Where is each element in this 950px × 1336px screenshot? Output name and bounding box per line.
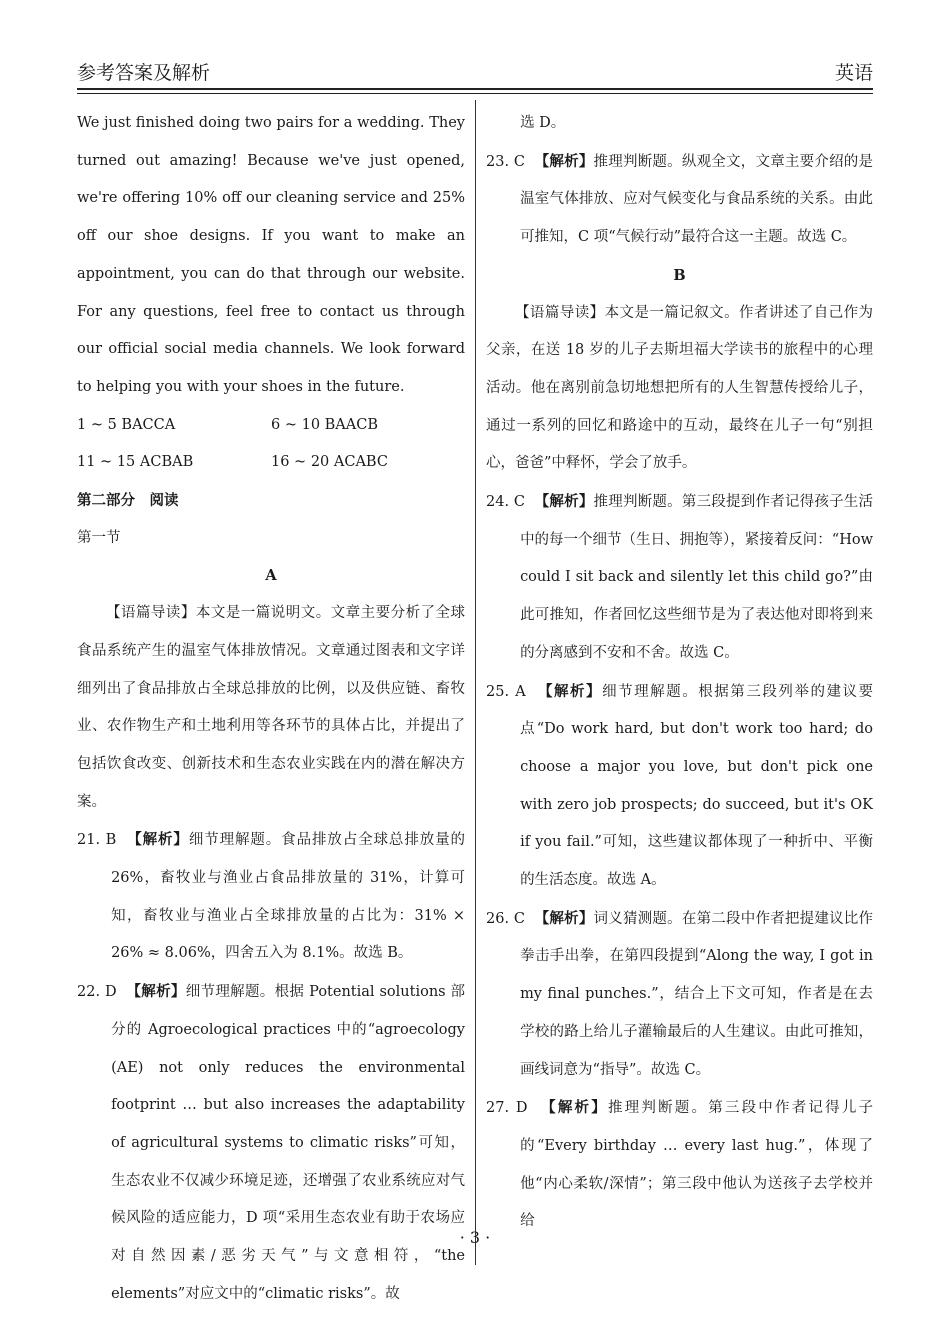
q22-tag: 【解析】 bbox=[126, 983, 186, 1001]
answer-16-20: 16 ~ 20 ACABC bbox=[271, 454, 388, 471]
q25-tag: 【解析】 bbox=[537, 682, 603, 700]
passage-a-heading: A bbox=[265, 567, 277, 585]
header-rule-thick bbox=[77, 88, 873, 90]
q22-continuation: 选 D。 bbox=[520, 115, 566, 131]
q21-number: 21. B bbox=[77, 832, 117, 849]
answer-1-5: 1 ~ 5 BACCA bbox=[77, 416, 176, 433]
q24-number: 24. C bbox=[486, 494, 525, 511]
header-rule-thin bbox=[77, 93, 873, 94]
left-column bbox=[77, 105, 465, 1314]
q25-number: 25. A bbox=[486, 683, 526, 700]
question-26 bbox=[486, 900, 873, 1090]
question-21 bbox=[77, 821, 465, 973]
header-subject: 英语 bbox=[834, 62, 873, 84]
question-27 bbox=[486, 1089, 873, 1241]
answer-11-15: 11 ~ 15 ACBAB bbox=[77, 454, 194, 471]
page-number: · 3 · bbox=[459, 1228, 491, 1247]
answer-row-2 bbox=[77, 444, 465, 482]
q23-text: 推理判断题。纵观全文，文章主要介绍的是温室气体排放、应对气候变化与食品系统的关系。由此可推知，C 项“气候行动”最符合这一主题。故选 C。 bbox=[520, 153, 874, 246]
q26-tag: 【解析】 bbox=[534, 909, 594, 927]
q27-tag: 【解析】 bbox=[541, 1099, 608, 1117]
answer-6-10: 6 ~ 10 BAACB bbox=[271, 416, 379, 433]
question-23 bbox=[486, 143, 873, 257]
q26-text: 词义猜测题。在第二段中作者把提建议比作拳击手出拳，在第四段提到“Along the way, I got in my final punches.”，结合上下文可知，作者是在去学校的路上给儿子灌输最后的人生建议。由此可推知，画线词意为“指导”。故选 C。 bbox=[520, 910, 874, 1078]
part-two-heading: 第二部分 阅读 bbox=[77, 492, 179, 510]
q21-text: 细节理解题。食品排放占全球总排放量的 26%，畜牧业与渔业占食品排放量的 31%，计算可知，畜牧业与渔业占全球排放量的占比为：31% × 26% ≈ 8.06%，四舍五入为 8.1%。故选 B。 bbox=[111, 832, 466, 962]
passage-b-heading: B bbox=[673, 266, 686, 284]
guide-b: 【语篇导读】本文是一篇记叙文。作者讲述了自己作为父亲，在送 18 岁的儿子去斯坦福大学读书的旅程中的心理活动。他在离别前急切地想把所有的人生智慧传授给儿子，通过一系列的回忆和路途中的互动，最终在儿子一句“别担心，爸爸”中释怀，学会了放手。 bbox=[486, 304, 873, 472]
q23-tag: 【解析】 bbox=[534, 152, 594, 170]
q22-number: 22. D bbox=[77, 984, 117, 1001]
answer-row-1 bbox=[77, 407, 465, 445]
page-header bbox=[77, 58, 873, 88]
guide-a: 【语篇导读】本文是一篇说明文。文章主要分析了全球食品系统产生的温室气体排放情况。文章通过图表和文字详细列出了食品排放占全球总排放的比例，以及供应链、畜牧业、农作物生产和土地利用等各环节的具体占比，并提出了包括饮食改变、创新技术和生态农业实践在内的潜在解决方案。 bbox=[77, 605, 465, 810]
q27-number: 27. D bbox=[486, 1100, 528, 1117]
q22-text: 细节理解题。根据 Potential solutions 部分的 Agroecological practices 中的“agroecology (AE) not only reduces the environmental footprint … but also increases the adaptability of agricultural systems to climatic risks”可知，生态农业不仅减少环境足迹，还增强了农业系统应对气候风险的适应能力，D 项“采用生态农业有助于农场应对自然因素/恶劣天气”与文意相符，“the elements”对应文中的“climatic risks”。故 bbox=[111, 984, 466, 1302]
question-25 bbox=[486, 673, 873, 900]
listening-transcript: We just finished doing two pairs for a wedding. They turned out amazing! Because we've just opened, we're offering 10% off our cleaning service and 25% off our shoe designs. If you want to make an appointment, you can do that through our website. For any questions, feel free to contact us through our official social media channels. We look forward to helping you with your shoes in the future. bbox=[77, 115, 465, 395]
question-22 bbox=[77, 973, 465, 1313]
header-title: 参考答案及解析 bbox=[77, 62, 211, 84]
q24-tag: 【解析】 bbox=[534, 493, 594, 511]
q23-number: 23. C bbox=[486, 153, 525, 170]
q25-text: 细节理解题。根据第三段列举的建议要点“Do work hard, but don't work too hard; do choose a major you love, but don't pick one with zero job prospects; do succeed, but it's OK if you fail.”可知，这些建议都体现了一种折中、平衡的生活态度。故选 A。 bbox=[520, 683, 874, 889]
q26-number: 26. C bbox=[486, 910, 525, 927]
question-24 bbox=[486, 483, 873, 673]
right-column bbox=[486, 105, 873, 1241]
q27-text: 推理判断题。第三段中作者记得儿子的“Every birthday … every last hug.”，体现了他“内心柔软/深情”；第三段中他认为送孩子去学校并给 bbox=[520, 1100, 874, 1230]
q21-tag: 【解析】 bbox=[127, 831, 189, 849]
section-one-heading: 第一节 bbox=[77, 529, 121, 546]
column-divider bbox=[475, 100, 476, 1265]
q24-text: 推理判断题。第三段提到作者记得孩子生活中的每一个细节（生日、拥抱等），紧接着反问：“How could I sit back and silently let this child go?”由此可推知，作者回忆这些细节是为了表达他对即将到来的分离感到不安和不舍。故选 C。 bbox=[520, 494, 874, 661]
